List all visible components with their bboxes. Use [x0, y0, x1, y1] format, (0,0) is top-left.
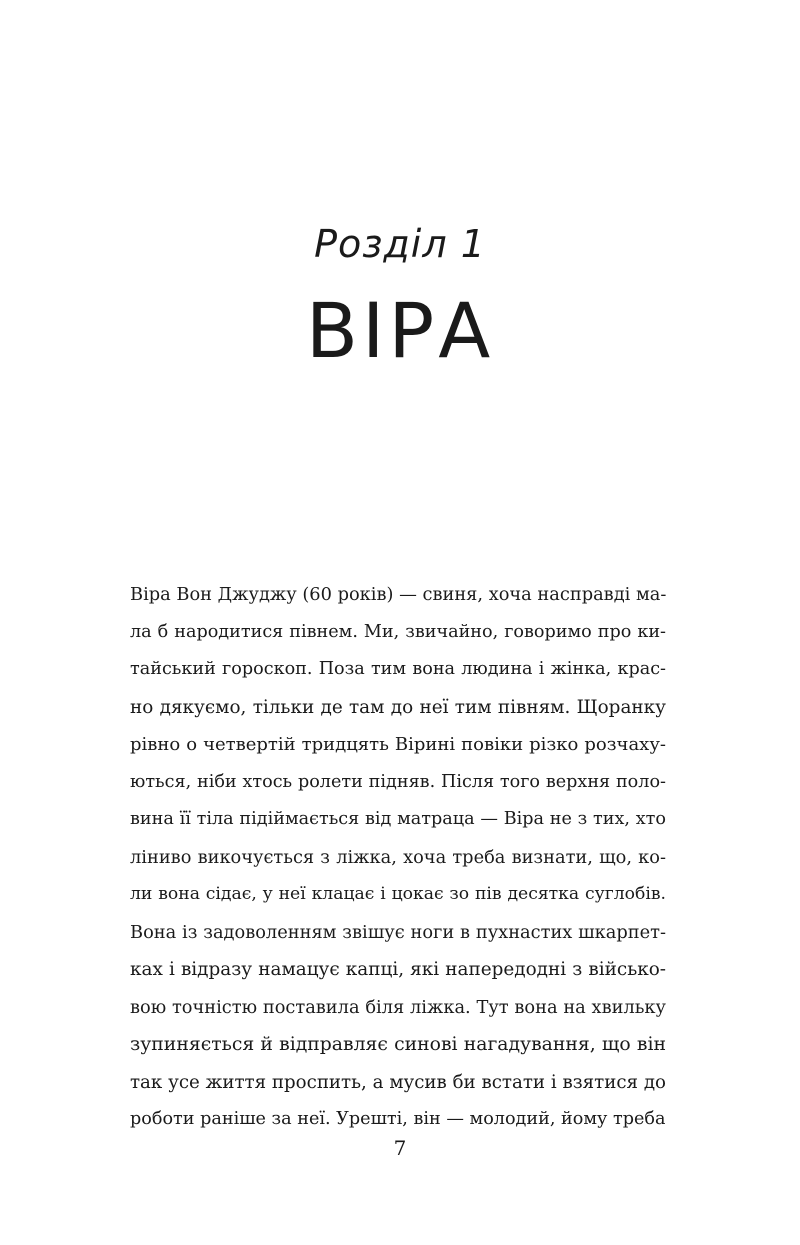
text-line: ли вона сідає, у неї клацає і цокає зо пів десятка суглобів.: [130, 884, 666, 904]
text-line: вою точністю поставила біля ліжка. Тут вона на хвильку: [130, 996, 666, 1018]
text-line: рівно о четвертій тридцять Вірині повіки різко розчаху-: [130, 734, 666, 755]
text-line: ються, ніби хтось ролети підняв. Після того верхня поло-: [130, 771, 666, 792]
text-line: тайський гороскоп. Поза тим вона людина і жінка, крас-: [130, 659, 666, 679]
text-line: но дякуємо, тільки де там до неї тим півням. Щоранку: [130, 696, 666, 718]
text-line: Вона із задоволенням звішує ноги в пухнастих шкарпет-: [130, 921, 666, 943]
text-line: ла б народитися півнем. Ми, звичайно, говоримо про ки-: [130, 621, 666, 642]
text-line: вина її тіла підіймається від матраца — Віра не з тих, хто: [130, 809, 666, 829]
text-line: роботи раніше за неї. Урешті, він — молодий, йому треба: [130, 1109, 666, 1129]
body-paragraph: [130, 576, 666, 1139]
text-line: ліниво викочується з ліжка, хоча треба визнати, що, ко-: [130, 846, 666, 868]
text-line: Віра Вон Джуджу (60 років) — свиня, хоча насправді ма-: [130, 584, 667, 605]
text-line: ках і відразу намацує капці, які напередодні з військо-: [130, 959, 666, 980]
chapter-label: Розділ 1: [314, 222, 486, 266]
chapter-title: ВІРА: [305, 286, 495, 375]
text-line: зупиняється й відправляє синові нагадування, що він: [130, 1034, 666, 1055]
page-number: 7: [393, 1136, 407, 1160]
text-line: так усе життя проспить, а мусив би встати і взятися до: [130, 1071, 666, 1093]
